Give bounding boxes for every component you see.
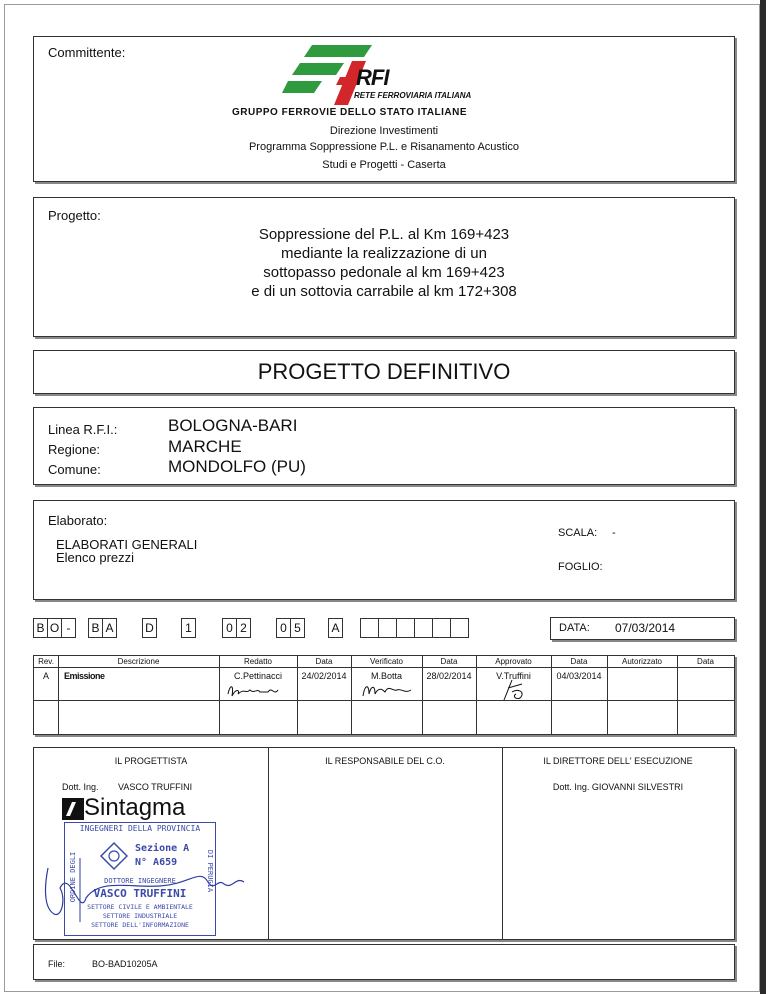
stamp-settore-2: SETTORE INDUSTRIALE [102, 912, 178, 920]
cell-data-3: 04/03/2014 [556, 671, 602, 681]
data-box [550, 617, 735, 640]
progetto-box [33, 197, 735, 337]
code-cell: 2 [236, 618, 251, 638]
committente-box [33, 36, 735, 182]
progetto-line-4: e di un sottovia carrabile al km 172+308 [251, 283, 517, 300]
cell-rev: A [42, 671, 49, 681]
data-value: 07/03/2014 [615, 621, 676, 635]
code-cell: A [328, 618, 343, 638]
stamp-right: DI PERUGIA [206, 849, 214, 893]
code-cell: D [142, 618, 157, 638]
signature-botta [359, 680, 415, 700]
code-cell: 1 [181, 618, 196, 638]
stamp-settore-1: SETTORE CIVILE E AMBIENTALE [87, 903, 193, 911]
stamp-numero: N° A659 [135, 857, 178, 868]
code-cell-empty [450, 618, 469, 638]
code-cell-empty [432, 618, 451, 638]
progettista-name: VASCO TRUFFINI [118, 782, 193, 792]
cell-descrizione: Emissione [64, 671, 105, 681]
progetto-line-2: mediante la realizzazione di un [281, 245, 487, 262]
cell-data-2: 28/02/2014 [426, 671, 472, 681]
code-cell: B [88, 618, 103, 638]
th-data-2: Data [440, 657, 458, 666]
rfi-logo-text: RFI [356, 65, 389, 90]
th-verificato: Verificato [370, 657, 403, 666]
linea-label: Linea R.F.I.: [48, 422, 118, 437]
progetto-label: Progetto: [48, 208, 101, 223]
th-data-4: Data [697, 657, 714, 666]
progetto-line-3: sottopasso pedonale al km 169+423 [263, 264, 505, 281]
code-cell: O [47, 618, 62, 638]
committente-line2: Programma Soppressione P.L. e Risanamento Acustico [248, 141, 520, 153]
data-label: DATA: [559, 622, 590, 634]
signature-progettista [40, 848, 260, 928]
sintagma-logo-text: Sintagma [84, 794, 186, 821]
comune-value: MONDOLFO (PU) [168, 457, 306, 476]
progettista-title: IL PROGETTISTA [114, 756, 188, 766]
direttore-title: IL DIRETTORE DELL' ESECUZIONE [543, 756, 693, 766]
cell-data-1: 24/02/2014 [301, 671, 347, 681]
location-box [33, 407, 735, 485]
code-cell: 0 [222, 618, 237, 638]
code-cell-empty [414, 618, 433, 638]
rfi-logo-subtitle: RETE FERROVIARIA ITALIANA [354, 91, 472, 100]
file-label: File: [48, 959, 66, 969]
stamp-top: INGEGNERI DELLA PROVINCIA [79, 824, 201, 833]
progettista-prefix: Dott. Ing. [62, 782, 99, 792]
signature-pettinacci [224, 682, 284, 700]
th-approvato: Approvato [495, 657, 532, 666]
elaborato-line2: Elenco prezzi [56, 550, 135, 565]
cell-redatto: C.Pettinacci [233, 671, 283, 681]
stamp-sezione: Sezione A [135, 843, 190, 854]
cell-approvato: V.Truffini [496, 671, 531, 681]
scala-value: - [612, 527, 616, 539]
code-cell-empty [360, 618, 379, 638]
foglio-label: FOGLIO: [558, 561, 603, 573]
code-cell: - [61, 618, 76, 638]
file-box [33, 944, 735, 980]
code-cell-empty [378, 618, 397, 638]
comune-label: Comune: [48, 462, 101, 477]
code-cell: B [33, 618, 48, 638]
code-cell: 0 [276, 618, 291, 638]
code-cell: A [102, 618, 117, 638]
direttore-name: Dott. Ing. GIOVANNI SILVESTRI [552, 782, 684, 792]
file-value: BO-BAD10205A [92, 959, 158, 969]
page-title: PROGETTO DEFINITIVO [257, 359, 511, 384]
scala-label: SCALA: [558, 527, 598, 539]
stamp-settore-3: SETTORE DELL'INFORMAZIONE [91, 921, 189, 929]
linea-value: BOLOGNA-BARI [168, 416, 298, 435]
stamp-name: VASCO TRUFFINI [93, 887, 187, 900]
signatures-box [33, 747, 735, 940]
th-data-3: Data [570, 657, 588, 666]
cell-verificato: M.Botta [370, 671, 402, 681]
regione-value: MARCHE [168, 437, 242, 456]
code-cell: 5 [290, 618, 305, 638]
stamp-left: ORDINE DEGLI [69, 851, 77, 903]
committente-label: Committente: [48, 45, 126, 60]
code-cell-empty [396, 618, 415, 638]
elaborato-line1: ELABORATI GENERALI [56, 537, 198, 552]
regione-label: Regione: [48, 442, 101, 457]
th-descrizione: Descrizione [117, 657, 160, 666]
elaborato-box [33, 500, 735, 600]
th-data-1: Data [315, 657, 333, 666]
th-redatto: Redatto [243, 657, 273, 666]
stamp-dottore: DOTTORE INGEGNERE [104, 877, 176, 885]
signature-truffini [498, 678, 532, 702]
committente-line1: Direzione Investimenti [329, 125, 439, 137]
th-autorizzato: Autorizzato [621, 657, 663, 666]
responsabile-title: IL RESPONSABILE DEL C.O. [325, 756, 445, 766]
committente-line3: Studi e Progetti - Caserta [322, 159, 446, 171]
scrollbar[interactable] [760, 0, 766, 994]
revision-table [33, 655, 735, 735]
progetto-line-1: Soppressione del P.L. al Km 169+423 [258, 226, 510, 243]
sintagma-logo-icon [62, 798, 84, 820]
gruppo-fs-text: GRUPPO FERROVIE DELLO STATO ITALIANE [232, 107, 468, 118]
title-box [33, 350, 735, 394]
elaborato-label: Elaborato: [48, 513, 108, 528]
th-rev: Rev. [38, 657, 54, 666]
